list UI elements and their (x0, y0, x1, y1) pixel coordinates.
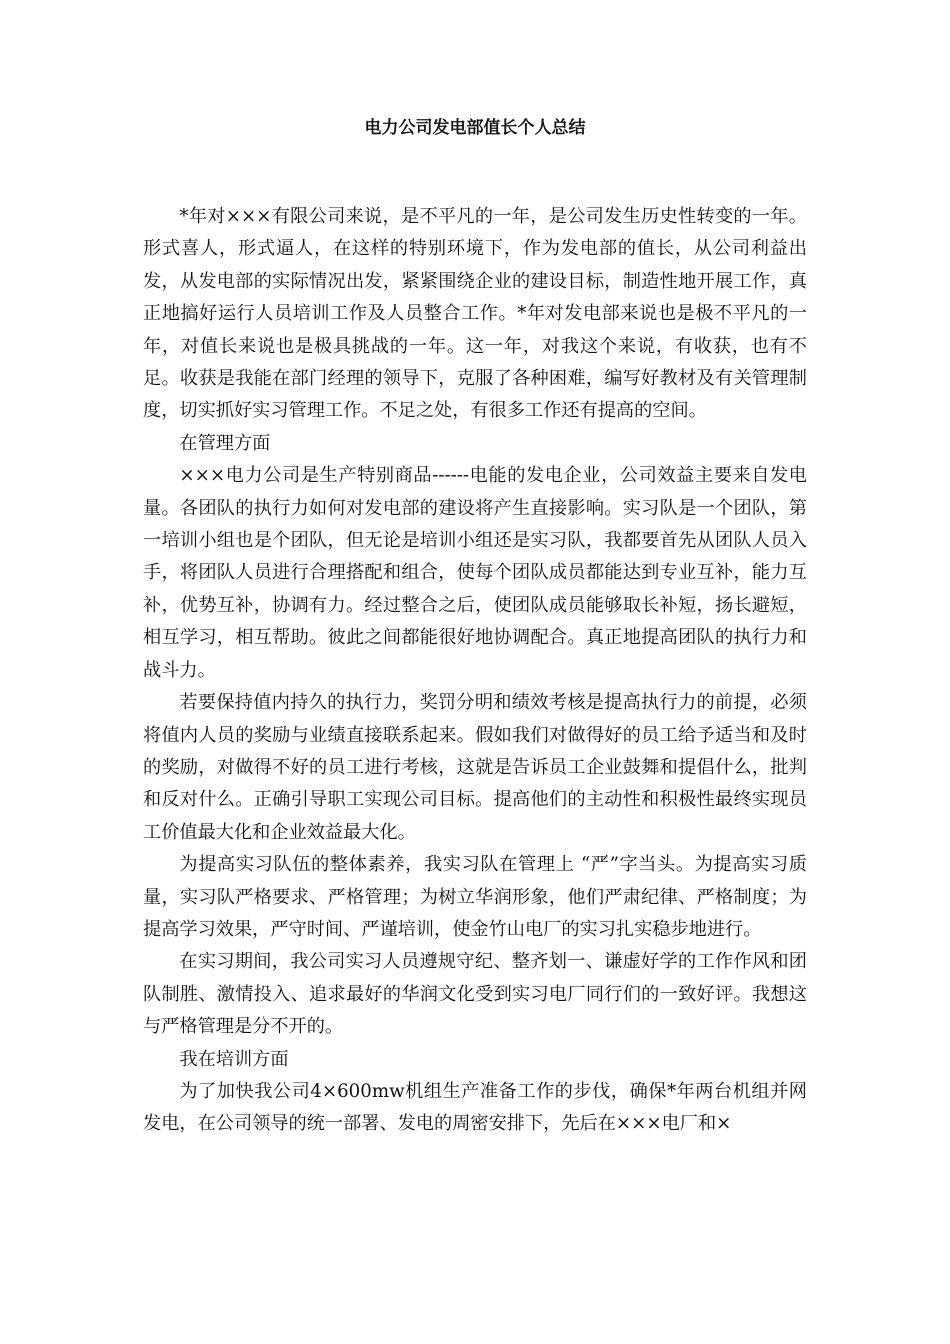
paragraph-internship: 在实习期间，我公司实习人员遵规守纪、整齐划一、谦虚好学的工作作风和团队制胜、激情投入、追求最好的华润文化受到实习电厂同行们的一致好评。我想这与严格管理是分不开的。 (143, 951, 807, 1038)
document-body (143, 201, 807, 1141)
paragraph-team: ×××电力公司是生产特别商品------电能的发电企业，公司效益主要来自发电量。各团队的执行力如何对发电部的建设将产生直接影响。实习队是一个团队，第一培训小组也是个团队，但无论是培训小组还是实习队，我都要首先从团队人员入手，将团队人员进行合理搭配和组合，使每个团队成员都能达到专业互补，能力互补，优势互补，协调有力。经过整合之后，使团队成员能够取长补短，扬长避短，相互学习，相互帮助。彼此之间都能很好地协调配合。真正地提高团队的执行力和战斗力。 (143, 465, 807, 681)
document-title: 电力公司发电部值长个人总结 (364, 118, 586, 138)
section-heading-training: 我在培训方面 (179, 1048, 289, 1070)
paragraph-strict-management: 为提高实习队伍的整体素养，我实习队在管理上 “严”字当头。为提高实习质量，实习队严格要求、严格管理；为树立华润形象，他们严肃纪律、严格制度；为提高学习效果，严守时间、严谨培训，使金竹山电厂的实习扎实稳步地进行。 (143, 854, 807, 940)
section-heading-management: 在管理方面 (179, 432, 271, 454)
paragraph-execution: 若要保持值内持久的执行力，奖罚分明和绩效考核是提高执行力的前提，必须将值内人员的奖励与业绩直接联系起来。假如我们对做得好的员工给予适当和及时的奖励，对做得不好的员工进行考核，这就是告诉员工企业鼓舞和提倡什么，批判和反对什么。正确引导职工实现公司目标。提高他们的主动性和积极性最终实现员工价值最大化和企业效益最大化。 (143, 692, 807, 843)
paragraph-training: 为了加快我公司4×600mw机组生产准备工作的步伐，确保*年两台机组并网发电，在公司领导的统一部署、发电的周密安排下，先后在×××电厂和× (143, 1080, 807, 1135)
paragraph-intro: *年对×××有限公司来说，是不平凡的一年，是公司发生历史性转变的一年。形式喜人，形式逼人，在这样的特别环境下，作为发电部的值长，从公司利益出发，从发电部的实际情况出发，紧紧围绕企业的建设目标，制造性地开展工作，真正地搞好运行人员培训工作及人员整合工作。*年对发电部来说也是极不平凡的一年，对值长来说也是极具挑战的一年。这一年，对我这个来说，有收获，也有不足。收获是我能在部门经理的领导下，克服了各种困难，编写好教材及有关管理制度，切实抓好实习管理工作。不足之处，有很多工作还有提高的空间。 (143, 206, 807, 422)
